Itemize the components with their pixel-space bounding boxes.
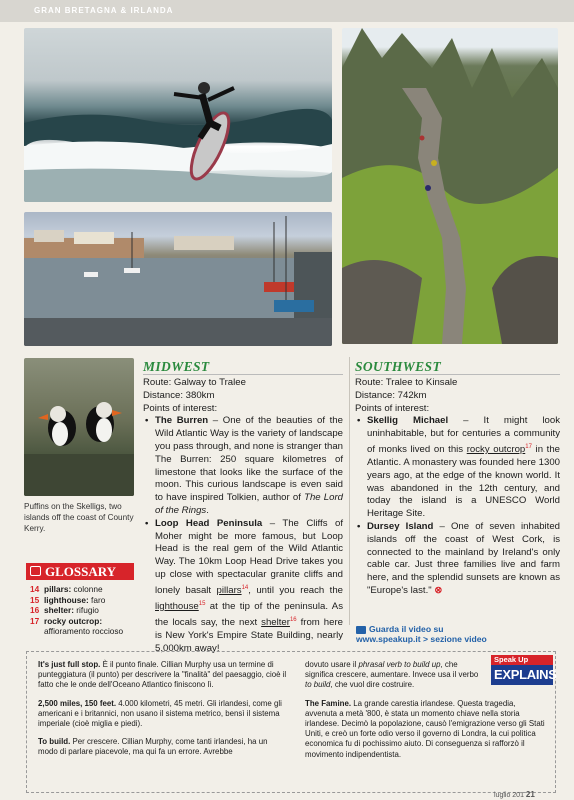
book-title: The Lord of the Rings (155, 492, 343, 516)
folio-issue: luglio 201 (494, 792, 524, 799)
glossary-item (30, 616, 150, 637)
surfer-illustration (24, 28, 332, 202)
route-text: Route: Tralee to Kinsale (355, 377, 458, 388)
poi-text: – One of seven inhabited islands off the coast of West Cork, is connected to the mainland by Ireland's only cable car. Just three families live and farm here, and the splendid sunsets are known as "Europe's last." (367, 520, 560, 596)
section-label: GRAN BRETAGNA & IRLANDA (34, 6, 174, 15)
explains-box (26, 651, 556, 793)
poi-title: The Burren (155, 415, 209, 427)
poi-text: from here is New York's Empire State Building, nearly 5,000km away! (155, 616, 343, 654)
explain-entry (38, 737, 288, 757)
skellig-photo (342, 28, 558, 344)
video-url[interactable]: www.speakup.it > sezione video (356, 634, 487, 644)
poi-item-dursey (355, 521, 560, 598)
southwest-column (355, 359, 560, 598)
glossary-term: shelter: (44, 605, 74, 616)
page-header (0, 0, 574, 22)
poi-text: in the Atlantic. A monastery was founded here 1300 years ago, at the edge of the known world. It was abandoned in the 12th century, and today the island is a UNESCO World Heritage Site. (367, 444, 560, 520)
puffins-photo (24, 358, 134, 496)
poi-title: Dursey Island (367, 520, 434, 532)
glossary-term: rocky outcrop: (44, 615, 103, 626)
poi-item-skellig (355, 415, 560, 521)
entry-term: 2,500 miles, 150 feet. (38, 698, 117, 708)
poi-title: Loop Head Peninsula (155, 517, 263, 529)
poi-label: Points of interest: (143, 402, 218, 414)
explain-entry (305, 660, 487, 691)
glossary-number: 15 (30, 594, 40, 605)
entry-text: 4.000 kilometri, 45 metri. Gli irlandesi, come gli americani e i britannici, non usano il sistema metrico, bensì il sistema imperiale (cioè miglia e piedi). (38, 698, 282, 729)
glossary-list (30, 584, 150, 637)
glossary-term: pillars: (44, 584, 72, 594)
glossary-ref: rocky outcrop (466, 444, 526, 456)
photo-caption: Puffins on the Skelligs, two islands off the coast of County Kerry. (24, 502, 134, 533)
distance-text: Distance: 380km (143, 389, 215, 401)
region-heading: SOUTHWEST (355, 359, 560, 375)
poi-text: at the tip of the peninsula. As the locals say, the next (155, 600, 343, 628)
poi-text: – One of the beauties of the Wild Atlantic Way is the variety of landscape you pass through, and none is stranger than The Burren: 250 square kilometres of limestone that looks like the surface of the moon. This curious landscape is even said to have inspired Tolkien, author of (155, 415, 343, 504)
glossary-ref: pillars (216, 584, 242, 596)
glossary-title: GLOSSARY (45, 564, 117, 579)
entry-term: To build. (38, 737, 71, 747)
page-number: 21 (525, 790, 535, 799)
harbor-illustration (24, 212, 332, 346)
glossary-definition: affioramento roccioso (44, 626, 124, 637)
entry-text: È il punto finale. Cillian Murphy usa un termine di punteggiatura (il punto) per descrivere la "finalità" del paesaggio, cioè il fatto che le onde dell'Oceano Atlantico finiscono lì. (38, 660, 287, 690)
poi-item-loop-head (143, 518, 343, 656)
entry-italic: to build (305, 680, 331, 690)
poi-list (355, 415, 560, 597)
badge-bottom: EXPLAINS (491, 665, 553, 685)
page-folio (494, 790, 535, 799)
video-icon (356, 626, 366, 634)
entry-text: Per crescere. Cillian Murphy, come tanti irlandesi, ha un modo di parlare piacevole, ma qui fa un errore. Avrebbe (38, 737, 268, 757)
puffins-illustration (24, 358, 134, 496)
glossary-number: 17 (30, 615, 40, 626)
entry-term: It's just full stop. (38, 660, 101, 669)
ref-number: 16 (289, 616, 297, 623)
poi-text: , until you reach the (248, 584, 344, 596)
ref-number: 17 (525, 443, 532, 450)
entry-text: , che significa crescere, aumentare. Invece usa il verbo (305, 660, 479, 680)
entry-text: dovuto usare il (305, 660, 359, 669)
entry-text: , che vuol dire costruire. (330, 680, 415, 690)
explain-entry (38, 699, 288, 730)
video-label: Guarda il video su (369, 624, 444, 634)
poi-item-burren (143, 415, 343, 517)
distance-text: Distance: 742km (355, 389, 427, 401)
glossary-item (30, 584, 150, 595)
badge-top: Speak Up (491, 655, 553, 665)
poi-text: – It might look uninhabitable, but for centuries a community of monks lived on this (367, 415, 560, 456)
surf-photo (24, 28, 332, 202)
glossary-number: 16 (30, 605, 40, 616)
poi-text: . (206, 504, 209, 516)
poi-text: – The Cliffs of Moher might be more famous, but Loop Head is the real gem of the Wild Atlantic Way. The 10km Loop Head Drive takes you up close with spectacular granite cliffs and lonely basalt (155, 517, 343, 596)
end-mark-icon: ⊗ (434, 584, 443, 596)
glossary-term: lighthouse: (44, 594, 89, 605)
glossary-item (30, 605, 150, 616)
harbor-photo (24, 212, 332, 346)
column-divider (349, 357, 350, 625)
midwest-column (143, 359, 343, 655)
ref-number: 14 (241, 584, 249, 591)
glossary-definition: colonne (73, 584, 103, 594)
poi-list (143, 415, 343, 655)
glossary-definition: faro (91, 594, 106, 605)
poi-label: Points of interest: (355, 402, 430, 414)
route-text: Route: Galway to Tralee (143, 377, 246, 388)
glossary-ref: lighthouse (155, 600, 199, 612)
explains-right-column (305, 660, 545, 768)
entry-term: The Famine. (305, 698, 352, 708)
explains-left-column (38, 660, 288, 766)
ref-number: 15 (198, 600, 206, 607)
entry-text: La grande carestia irlandese. Questa tragedia, avvenuta a metà '800, è stata un momento chiave nella storia irlandese. Decimò la popolazione, causò l'emigrazione verso gli Stati Uniti, e creò un forte odio verso il governo di Londra, la cui politica economica fu di pochissimo aiuto. Di conseguenza si rafforzò il movimento indipendentista. (305, 698, 545, 759)
glossary-heading (26, 563, 134, 580)
glossary-item (30, 595, 150, 606)
video-link[interactable] (356, 624, 556, 644)
region-heading: MIDWEST (143, 359, 343, 375)
skellig-illustration (342, 28, 558, 344)
glossary-definition: rifugio (76, 605, 99, 616)
poi-title: Skellig Michael (367, 415, 449, 427)
glossary-number: 14 (30, 584, 40, 594)
explain-entry (38, 660, 288, 691)
explain-entry (305, 699, 545, 760)
entry-italic: phrasal verb to build up (358, 660, 441, 669)
glossary-ref: shelter (261, 616, 290, 628)
speech-bubble-icon (30, 566, 41, 576)
